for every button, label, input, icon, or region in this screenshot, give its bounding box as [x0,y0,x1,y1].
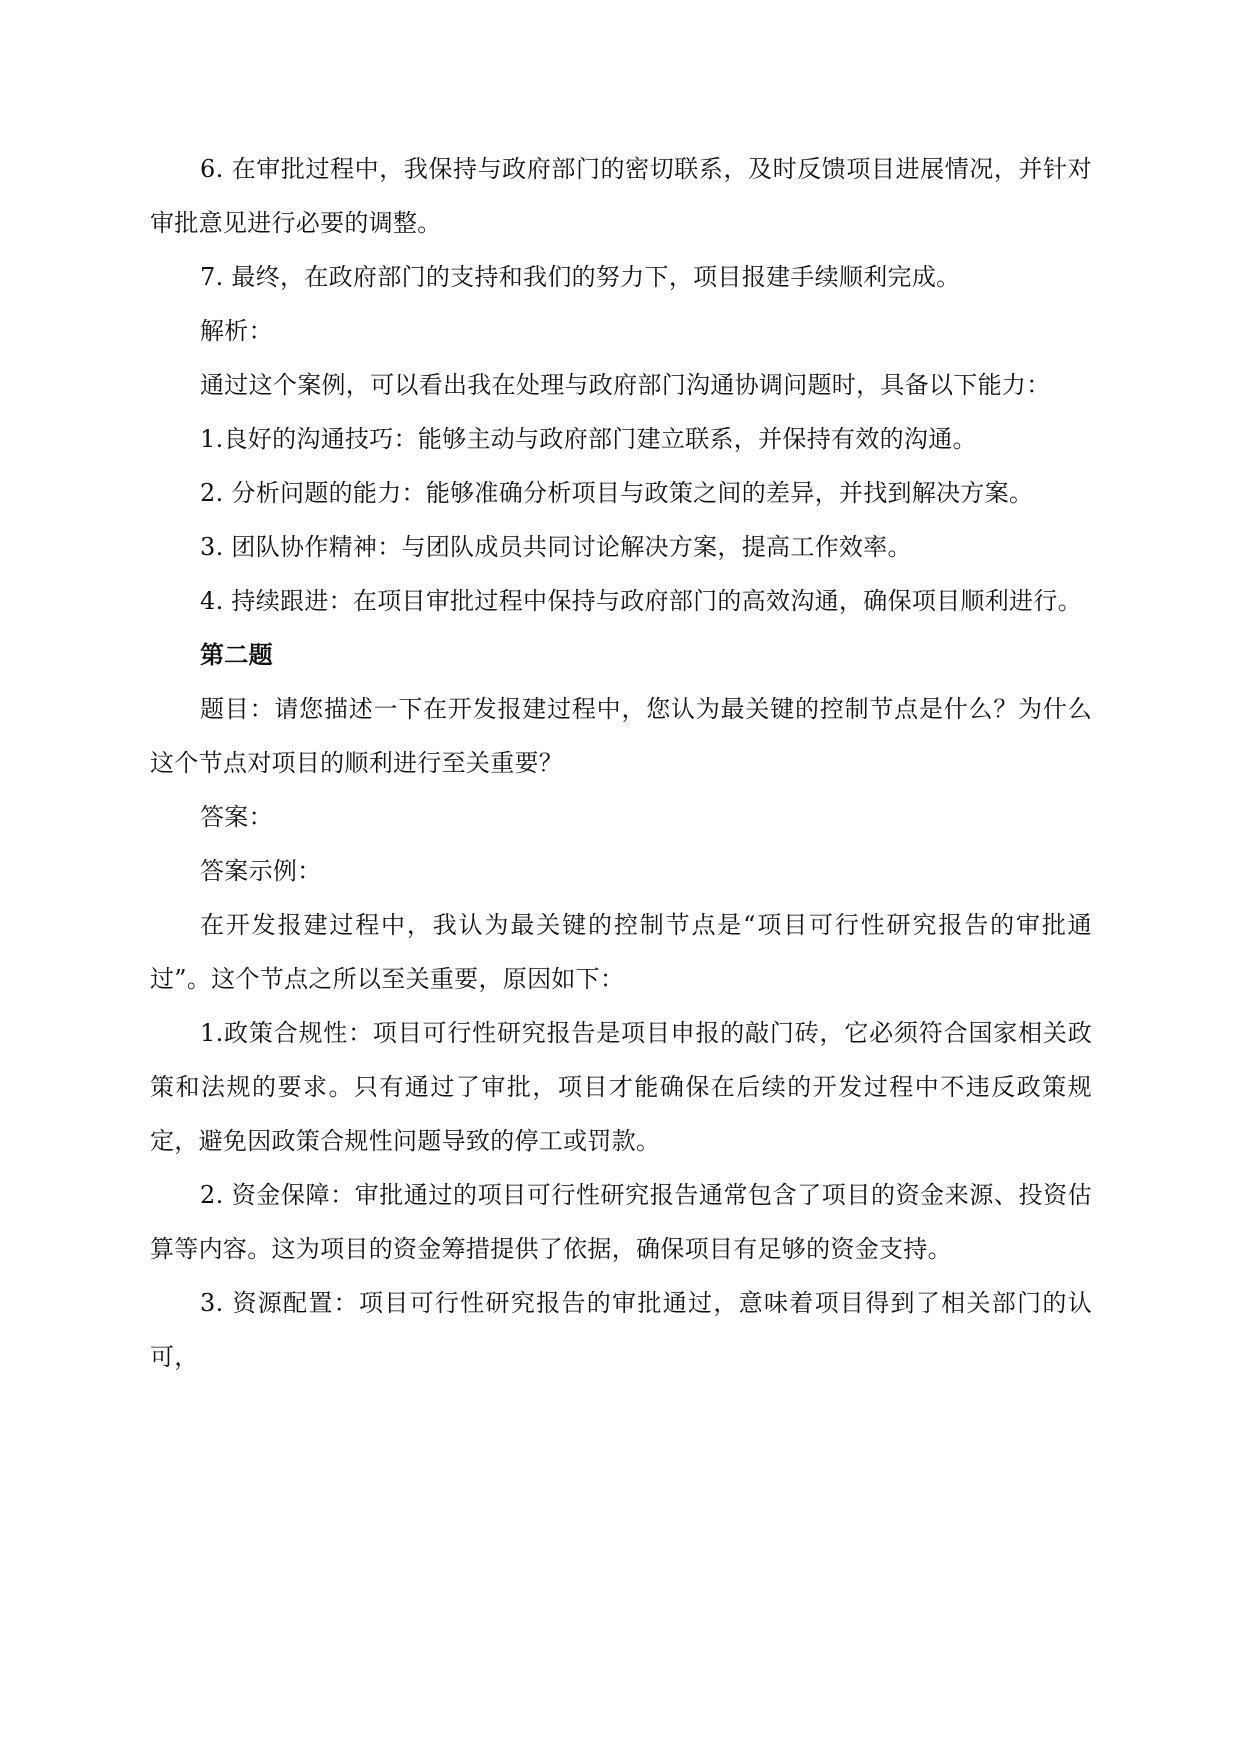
answer-label: 答案： [200,803,273,831]
ability-item-4: 4. 持续跟进：在项目审批过程中保持与政府部门的高效沟通，确保项目顺利进行。 [200,587,1082,615]
answer-intro: 在开发报建过程中，我认为最关键的控制节点是“项目可行性研究报告的审批通过”。这个节点之所以至关重要，原因如下： [150,911,1092,993]
step-6-paragraph: 6. 在审批过程中，我保持与政府部门的密切联系，及时反馈项目进展情况，并针对审批意见进行必要的调整。 [150,155,1092,237]
section-heading: 第二题 [200,640,273,669]
step-7-paragraph: 7. 最终，在政府部门的支持和我们的努力下，项目报建手续顺利完成。 [200,263,961,291]
reason-item-2: 2. 资金保障：审批通过的项目可行性研究报告通常包含了项目的资金来源、投资估算等内容。这为项目的资金筹措提供了依据，确保项目有足够的资金支持。 [150,1181,1092,1263]
reason-item-1: 1.政策合规性：项目可行性研究报告是项目申报的敲门砖，它必须符合国家相关政策和法规的要求。只有通过了审批，项目才能确保在后续的开发过程中不违反政策规定，避免因政策合规性问题导致的停工或罚款。 [150,1019,1092,1155]
answer-example-label: 答案示例： [200,857,322,885]
ability-item-3: 3. 团队协作精神：与团队成员共同讨论解决方案，提高工作效率。 [200,533,912,561]
analysis-intro: 通过这个案例，可以看出我在处理与政府部门沟通协调问题时，具备以下能力： [200,371,1051,399]
document-body [150,142,1092,1384]
ability-item-2: 2. 分析问题的能力：能够准确分析项目与政策之间的差异，并找到解决方案。 [200,479,1034,507]
analysis-label: 解析： [200,317,273,345]
reason-item-3: 3. 资源配置：项目可行性研究报告的审批通过，意味着项目得到了相关部门的认可， [150,1289,1092,1371]
ability-item-1: 1.良好的沟通技巧：能够主动与政府部门建立联系，并保持有效的沟通。 [200,425,977,453]
question-paragraph: 题目：请您描述一下在开发报建过程中，您认为最关键的控制节点是什么？为什么这个节点对项目的顺利进行至关重要？ [150,695,1092,777]
